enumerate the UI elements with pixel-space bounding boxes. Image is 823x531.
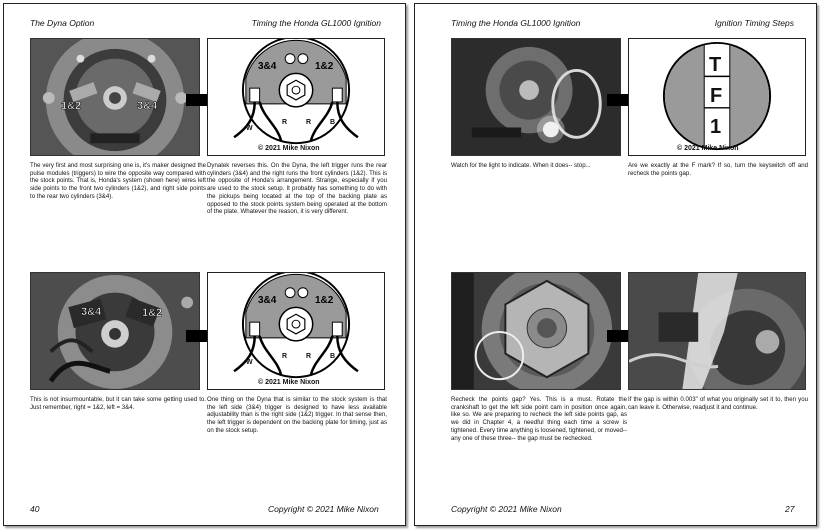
caption-bottom-left: This is not insurmountable, but it can take some getting used to. Just remember, right = 1&2, left = 3&4. [30,396,206,411]
page-number: 40 [30,504,40,514]
footer-copyright: Copyright © 2021 Mike Nixon [268,504,379,514]
diagram-label-1-2: 1&2 [315,61,334,72]
left-page [3,3,406,526]
stock-points-photo [30,38,200,156]
wire-label-r: R [282,353,288,360]
diagram-copyright: © 2021 Mike Nixon [258,145,320,152]
diagram-label-3-4: 3&4 [258,61,277,72]
wire-label-r: R [282,119,288,126]
wire-label-r: R [306,119,312,126]
diagram-copyright: © 2021 Mike Nixon [677,145,739,152]
footer-copyright: Copyright © 2021 Mike Nixon [451,504,562,514]
photo-label-right: 1&2 [142,307,163,319]
diagram-label-3-4: 3&4 [258,295,277,306]
right-page [414,3,817,526]
mark-number-1: 1 [710,116,722,138]
caption-top-left: The very first and most surprising one is, it's maker designed the pulse modules (triggers) to wire the opposite way compared with the stock points. That is, Honda's system (shown here) wires left side points to the front two cylinders (1&2), and right side points to the rear two cylinders (3&4). [30,162,206,200]
diagram-copyright: © 2021 Mike Nixon [258,379,320,386]
caption-bottom-right: One thing on the Dyna that is similar to the stock system is that the left side (3&4) trigger is designed to have less available adjustability than is the right side (1&2) trigger. In that sense then, the left trigger is dependent on the backing plate for timing, just as on the stock setup. [207,396,387,434]
photo-label-right: 3&4 [137,100,158,112]
wire-label-b: B [330,353,336,360]
feeler-gauge-photo [628,272,806,390]
diagram-label-1-2: 1&2 [315,295,334,306]
caption-top-left: Watch for the light to indicate. When it does-- stop... [451,162,591,169]
photo-label-left: 3&4 [81,306,102,318]
mark-letter-f: F [710,85,723,107]
dyna-wiring-diagram [207,272,385,390]
left-page-header-subtitle: Timing the Honda GL1000 Ignition [251,18,381,28]
wire-label-r: R [306,353,312,360]
timing-light-photo [451,38,621,156]
dyna-wiring-diagram [207,38,385,156]
caption-top-right: Dynatek reverses this. On the Dyna, the left trigger runs the rear cylinders (3&4) and the right runs the front cylinders (1&2). This is the opposite of Honda's arrangement. Strange, especially if you are used to the stock setup. It probably has something to do with the pickups being located at the top of the backing plate as opposed to the stock points system being operated at the bottom of the plate. Whatever the reason, it is very different. [207,162,387,216]
left-page-header-title: The Dyna Option [30,18,95,28]
wire-label-w: W [246,359,253,366]
mark-letter-t: T [709,54,722,76]
dyna-install-photo [30,272,200,390]
caption-bottom-left: Recheck the points gap? Yes. This is a must. Rotate the crankshaft to get the left side point cam in position once again, like so. We are preparing to recheck the left side points gap, as we did in Chapter 4, a needful thing each time a screw is tightened. Every time anything is loosened, tightened, or moved-- any one of these three-- the gap must be rechecked. [451,396,627,442]
page-number: 27 [785,504,795,514]
photo-label-left: 1&2 [61,100,82,112]
caption-bottom-right: If the gap is within 0.003" of what you originally set it to, then you can leave it. Otherwise, readjust it and continue. [628,396,808,411]
right-page-header-subtitle: Ignition Timing Steps [714,18,794,28]
crankshaft-nut-photo [451,272,621,390]
caption-top-right: Are we exactly at the F mark? If so, turn the keyswitch off and recheck the points gap. [628,162,808,177]
right-page-header-title: Timing the Honda GL1000 Ignition [451,18,581,28]
timing-mark-diagram [628,38,806,156]
wire-label-w: W [246,125,253,132]
wire-label-b: B [330,119,336,126]
